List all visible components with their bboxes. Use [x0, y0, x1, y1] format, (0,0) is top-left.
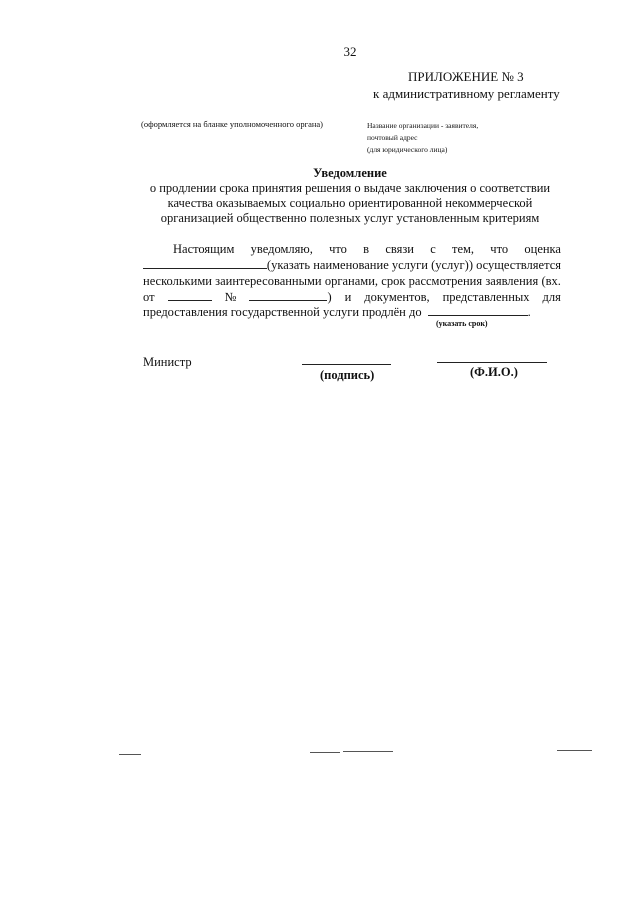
notice-title: Уведомление — [313, 166, 387, 180]
body-text: (указать наименование услуги (услуг)) осуществляется — [266, 258, 561, 272]
notice-subject — [0, 181, 640, 226]
date-blank — [168, 290, 212, 301]
body-word: оценка — [524, 242, 561, 256]
deadline-hint: (указать срок) — [436, 319, 488, 328]
scan-mark — [343, 751, 393, 752]
body-word: документов, — [364, 290, 430, 304]
signer-role: Министр — [143, 355, 192, 369]
body-word: несколькими — [143, 274, 212, 288]
body-line-2 — [143, 258, 561, 273]
deadline-blank — [428, 305, 528, 316]
subject-line: организацией общественно полезных услуг установленным критериям — [160, 211, 540, 225]
recipient-line: Название организации - заявителя, — [367, 121, 479, 130]
subject-line: качества оказываемых социально ориентированной некоммерческой — [167, 196, 533, 210]
body-word: в — [363, 242, 370, 256]
recipient-line: (для юридического лица) — [367, 145, 448, 154]
body-line-5 — [143, 305, 561, 320]
body-word: связи — [385, 242, 414, 256]
body-line-3 — [143, 274, 561, 289]
subject-line: о продлении срока принятия решения о выдаче заключения о соответствии — [149, 181, 551, 195]
service-name-blank — [143, 258, 267, 269]
name-line — [437, 362, 547, 363]
letterhead-note: (оформляется на бланке уполномоченного органа) — [141, 119, 324, 129]
reg-number-blank — [249, 290, 327, 301]
name-caption: (Ф.И.О.) — [470, 365, 518, 379]
body-word: заявления — [485, 274, 539, 288]
signature-line — [302, 364, 391, 365]
body-text: . — [527, 305, 531, 319]
body-word: срок — [381, 274, 406, 288]
page-number: 32 — [343, 44, 357, 59]
recipient-block — [367, 120, 478, 156]
appendix-subtitle: к административному регламенту — [373, 86, 560, 101]
scan-mark — [557, 750, 592, 751]
body-word: с — [430, 242, 436, 256]
body-word: органами, — [324, 274, 379, 288]
recipient-line: почтовый адрес — [367, 133, 418, 142]
body-word: Настоящим — [173, 242, 235, 256]
body-word: что — [490, 242, 509, 256]
body-word: представленных — [442, 290, 530, 304]
body-word: уведомляю, — [250, 242, 313, 256]
body-word: (вх. — [541, 274, 561, 288]
body-word: тем, — [452, 242, 475, 256]
body-word: рассмотрения — [408, 274, 483, 288]
scan-mark — [119, 754, 141, 755]
body-line-1 — [143, 242, 561, 257]
scan-mark — [310, 752, 340, 753]
body-text: предоставления государственной услуги продлён до — [143, 305, 422, 319]
appendix-title: ПРИЛОЖЕНИЕ № 3 — [408, 69, 524, 84]
body-word: от — [143, 290, 155, 304]
body-word: и — [344, 290, 352, 304]
signature-caption: (подпись) — [320, 368, 375, 382]
number-sign: № — [224, 290, 237, 304]
body-word: ) — [327, 290, 332, 304]
body-word: что — [329, 242, 347, 256]
body-line-4 — [143, 290, 561, 305]
body-word: для — [542, 290, 561, 304]
body-word: заинтересованными — [215, 274, 322, 288]
